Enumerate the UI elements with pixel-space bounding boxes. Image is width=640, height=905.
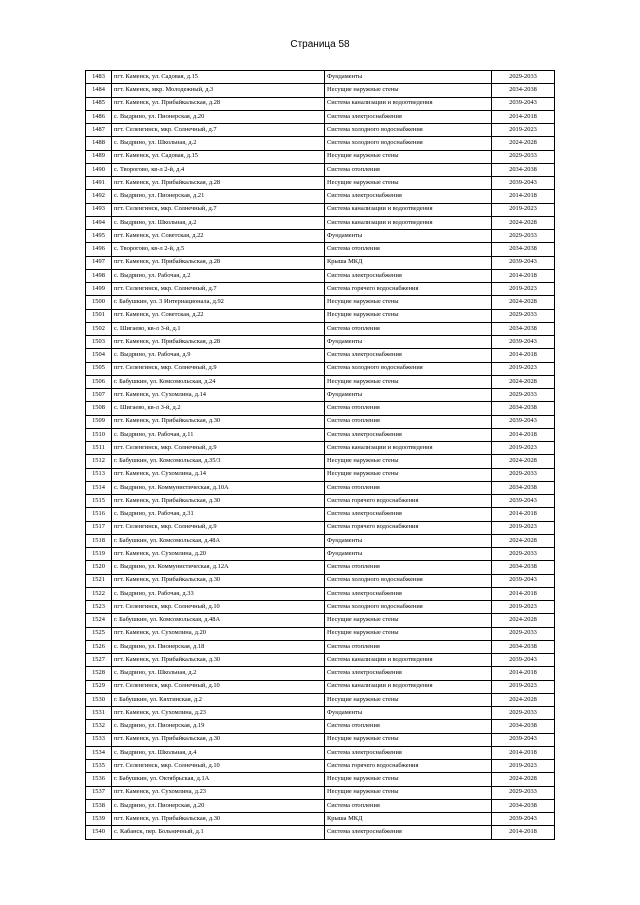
address-cell: пгт. Каменск, ул. Садовая, д.15 bbox=[112, 150, 325, 163]
period-cell: 2019-2023 bbox=[492, 601, 555, 614]
work-type-cell: Система электроснабжения bbox=[325, 349, 492, 362]
table-row bbox=[86, 826, 555, 839]
work-type-cell: Система отопления bbox=[325, 402, 492, 415]
row-number-cell: 1514 bbox=[86, 481, 112, 494]
row-number-cell: 1493 bbox=[86, 203, 112, 216]
table-row bbox=[86, 481, 555, 494]
row-number-cell: 1536 bbox=[86, 773, 112, 786]
row-number-cell: 1516 bbox=[86, 508, 112, 521]
table-row bbox=[86, 243, 555, 256]
address-cell: пгт. Селенгинск, мкр. Солнечный, д.7 bbox=[112, 203, 325, 216]
work-type-cell: Система электроснабжения bbox=[325, 746, 492, 759]
work-type-cell: Система электроснабжения bbox=[325, 667, 492, 680]
table-row bbox=[86, 124, 555, 137]
table-row bbox=[86, 614, 555, 627]
period-cell: 2029-2033 bbox=[492, 548, 555, 561]
period-cell: 2039-2043 bbox=[492, 813, 555, 826]
row-number-cell: 1491 bbox=[86, 177, 112, 190]
period-cell: 2014-2018 bbox=[492, 746, 555, 759]
row-number-cell: 1507 bbox=[86, 389, 112, 402]
address-cell: пгт. Каменск, ул. Прибайкальская, д.30 bbox=[112, 654, 325, 667]
row-number-cell: 1530 bbox=[86, 693, 112, 706]
work-type-cell: Несущие наружные стены bbox=[325, 296, 492, 309]
row-number-cell: 1532 bbox=[86, 720, 112, 733]
address-cell: пгт. Селенгинск, мкр. Солнечный, д.10 bbox=[112, 601, 325, 614]
period-cell: 2014-2018 bbox=[492, 826, 555, 839]
table-row bbox=[86, 773, 555, 786]
table-row bbox=[86, 349, 555, 362]
address-cell: с. Творогово, кв-л 2-й, д.5 bbox=[112, 243, 325, 256]
row-number-cell: 1512 bbox=[86, 455, 112, 468]
work-type-cell: Система канализации и водоотведения bbox=[325, 680, 492, 693]
work-type-cell: Система канализации и водоотведения bbox=[325, 654, 492, 667]
period-cell: 2029-2033 bbox=[492, 468, 555, 481]
address-cell: с. Выдрино, ул. Рабочая, д.9 bbox=[112, 349, 325, 362]
table-row bbox=[86, 667, 555, 680]
period-cell: 2039-2043 bbox=[492, 574, 555, 587]
address-cell: с. Кабанск, пер. Больничный, д.1 bbox=[112, 826, 325, 839]
address-cell: с. Шигаево, кв-л 3-й, д.1 bbox=[112, 322, 325, 335]
period-cell: 2034-2038 bbox=[492, 84, 555, 97]
registry-table bbox=[85, 70, 555, 840]
address-cell: г. Бабушкин, ул. Комсомольская, д.35/3 bbox=[112, 455, 325, 468]
table-row bbox=[86, 495, 555, 508]
row-number-cell: 1508 bbox=[86, 402, 112, 415]
period-cell: 2019-2023 bbox=[492, 680, 555, 693]
row-number-cell: 1539 bbox=[86, 813, 112, 826]
period-cell: 2014-2018 bbox=[492, 269, 555, 282]
row-number-cell: 1522 bbox=[86, 587, 112, 600]
period-cell: 2019-2023 bbox=[492, 760, 555, 773]
table-row bbox=[86, 216, 555, 229]
period-cell: 2034-2038 bbox=[492, 481, 555, 494]
address-cell: пгт. Каменск, ул. Прибайкальская, д.30 bbox=[112, 415, 325, 428]
row-number-cell: 1513 bbox=[86, 468, 112, 481]
work-type-cell: Система канализации и водоотведения bbox=[325, 97, 492, 110]
address-cell: с. Выдрино, ул. Рабочая, д.31 bbox=[112, 508, 325, 521]
address-cell: с. Выдрино, ул. Коммунистическая, д.12А bbox=[112, 561, 325, 574]
work-type-cell: Фундаменты bbox=[325, 230, 492, 243]
work-type-cell: Система отопления bbox=[325, 481, 492, 494]
period-cell: 2019-2023 bbox=[492, 203, 555, 216]
period-cell: 2034-2038 bbox=[492, 640, 555, 653]
table-row bbox=[86, 322, 555, 335]
address-cell: с. Выдрино, ул. Рабочая, д.11 bbox=[112, 428, 325, 441]
address-cell: пгт. Каменск, ул. Сухомлина, д.14 bbox=[112, 468, 325, 481]
address-cell: пгт. Селенгинск, мкр. Солнечный, д.7 bbox=[112, 283, 325, 296]
table-row bbox=[86, 415, 555, 428]
period-cell: 2029-2033 bbox=[492, 71, 555, 84]
row-number-cell: 1521 bbox=[86, 574, 112, 587]
period-cell: 2024-2028 bbox=[492, 137, 555, 150]
row-number-cell: 1510 bbox=[86, 428, 112, 441]
work-type-cell: Крыша МКД bbox=[325, 813, 492, 826]
address-cell: пгт. Каменск, ул. Прибайкальская, д.28 bbox=[112, 177, 325, 190]
address-cell: г. Бабушкин, ул. 3 Интернационала, д.92 bbox=[112, 296, 325, 309]
table-row bbox=[86, 601, 555, 614]
period-cell: 2014-2018 bbox=[492, 587, 555, 600]
period-cell: 2029-2033 bbox=[492, 389, 555, 402]
table-row bbox=[86, 428, 555, 441]
table-row bbox=[86, 84, 555, 97]
period-cell: 2014-2018 bbox=[492, 667, 555, 680]
address-cell: пгт. Каменск, ул. Прибайкальская, д.30 bbox=[112, 813, 325, 826]
row-number-cell: 1505 bbox=[86, 362, 112, 375]
work-type-cell: Система холодного водоснабжения bbox=[325, 124, 492, 137]
address-cell: с. Выдрино, ул. Пионерская, д.20 bbox=[112, 799, 325, 812]
row-number-cell: 1511 bbox=[86, 442, 112, 455]
work-type-cell: Несущие наружные стены bbox=[325, 177, 492, 190]
address-cell: с. Выдрино, ул. Школьная, д.2 bbox=[112, 667, 325, 680]
address-cell: пгт. Селенгинск, мкр. Солнечный, д.9 bbox=[112, 362, 325, 375]
period-cell: 2019-2023 bbox=[492, 442, 555, 455]
period-cell: 2029-2033 bbox=[492, 707, 555, 720]
period-cell: 2014-2018 bbox=[492, 190, 555, 203]
table-row bbox=[86, 71, 555, 84]
address-cell: с. Выдрино, ул. Рабочая, д.33 bbox=[112, 587, 325, 600]
address-cell: пгт. Каменск, ул. Садовая, д.15 bbox=[112, 71, 325, 84]
row-number-cell: 1509 bbox=[86, 415, 112, 428]
address-cell: г. Бабушкин, ул. Комсомольская, д.24 bbox=[112, 375, 325, 388]
row-number-cell: 1517 bbox=[86, 521, 112, 534]
work-type-cell: Фундаменты bbox=[325, 389, 492, 402]
table-row bbox=[86, 746, 555, 759]
row-number-cell: 1518 bbox=[86, 534, 112, 547]
table-row bbox=[86, 110, 555, 123]
table-row bbox=[86, 654, 555, 667]
table-row bbox=[86, 574, 555, 587]
work-type-cell: Система отопления bbox=[325, 799, 492, 812]
row-number-cell: 1520 bbox=[86, 561, 112, 574]
period-cell: 2014-2018 bbox=[492, 349, 555, 362]
table-row bbox=[86, 150, 555, 163]
work-type-cell: Несущие наружные стены bbox=[325, 375, 492, 388]
address-cell: пгт. Селенгинск, мкр. Солнечный, д.9 bbox=[112, 521, 325, 534]
period-cell: 2024-2028 bbox=[492, 455, 555, 468]
row-number-cell: 1534 bbox=[86, 746, 112, 759]
work-type-cell: Система горячего водоснабжения bbox=[325, 495, 492, 508]
work-type-cell: Несущие наружные стены bbox=[325, 786, 492, 799]
address-cell: пгт. Селенгинск, мкр. Солнечный, д.7 bbox=[112, 124, 325, 137]
work-type-cell: Фундаменты bbox=[325, 336, 492, 349]
period-cell: 2014-2018 bbox=[492, 428, 555, 441]
work-type-cell: Система холодного водоснабжения bbox=[325, 137, 492, 150]
table-row bbox=[86, 203, 555, 216]
address-cell: пгт. Каменск, ул. Прибайкальская, д.30 bbox=[112, 733, 325, 746]
address-cell: с. Выдрино, ул. Пионерская, д.19 bbox=[112, 720, 325, 733]
row-number-cell: 1503 bbox=[86, 336, 112, 349]
table-row bbox=[86, 97, 555, 110]
row-number-cell: 1506 bbox=[86, 375, 112, 388]
period-cell: 2039-2043 bbox=[492, 97, 555, 110]
address-cell: г. Бабушкин, ул. Октябрьская, д.1А bbox=[112, 773, 325, 786]
period-cell: 2034-2038 bbox=[492, 402, 555, 415]
table-row bbox=[86, 561, 555, 574]
work-type-cell: Несущие наружные стены bbox=[325, 627, 492, 640]
table-row bbox=[86, 548, 555, 561]
address-cell: пгт. Селенгинск, мкр. Солнечный, д.10 bbox=[112, 760, 325, 773]
page-title: Страница 58 bbox=[290, 39, 350, 50]
address-cell: пгт. Каменск, ул. Прибайкальская, д.30 bbox=[112, 574, 325, 587]
row-number-cell: 1515 bbox=[86, 495, 112, 508]
row-number-cell: 1499 bbox=[86, 283, 112, 296]
table-row bbox=[86, 402, 555, 415]
address-cell: пгт. Каменск, ул. Прибайкальская, д.28 bbox=[112, 336, 325, 349]
period-cell: 2019-2023 bbox=[492, 362, 555, 375]
table-row bbox=[86, 296, 555, 309]
work-type-cell: Крыша МКД bbox=[325, 256, 492, 269]
row-number-cell: 1495 bbox=[86, 230, 112, 243]
row-number-cell: 1494 bbox=[86, 216, 112, 229]
work-type-cell: Несущие наружные стены bbox=[325, 733, 492, 746]
period-cell: 2019-2023 bbox=[492, 124, 555, 137]
period-cell: 2034-2038 bbox=[492, 322, 555, 335]
work-type-cell: Система отопления bbox=[325, 720, 492, 733]
period-cell: 2034-2038 bbox=[492, 799, 555, 812]
work-type-cell: Система холодного водоснабжения bbox=[325, 574, 492, 587]
period-cell: 2024-2028 bbox=[492, 534, 555, 547]
address-cell: пгт. Каменск, ул. Советская, д.22 bbox=[112, 230, 325, 243]
work-type-cell: Система холодного водоснабжения bbox=[325, 601, 492, 614]
row-number-cell: 1519 bbox=[86, 548, 112, 561]
work-type-cell: Несущие наружные стены bbox=[325, 455, 492, 468]
period-cell: 2039-2043 bbox=[492, 177, 555, 190]
address-cell: с. Выдрино, ул. Пионерская, д.20 bbox=[112, 110, 325, 123]
work-type-cell: Несущие наружные стены bbox=[325, 309, 492, 322]
table-row bbox=[86, 760, 555, 773]
work-type-cell: Фундаменты bbox=[325, 534, 492, 547]
period-cell: 2024-2028 bbox=[492, 216, 555, 229]
row-number-cell: 1523 bbox=[86, 601, 112, 614]
row-number-cell: 1484 bbox=[86, 84, 112, 97]
work-type-cell: Несущие наружные стены bbox=[325, 693, 492, 706]
work-type-cell: Система электроснабжения bbox=[325, 587, 492, 600]
work-type-cell: Система горячего водоснабжения bbox=[325, 283, 492, 296]
period-cell: 2034-2038 bbox=[492, 163, 555, 176]
table-row bbox=[86, 534, 555, 547]
row-number-cell: 1538 bbox=[86, 799, 112, 812]
work-type-cell: Несущие наружные стены bbox=[325, 150, 492, 163]
period-cell: 2014-2018 bbox=[492, 110, 555, 123]
address-cell: пгт. Селенгинск, мкр. Солнечный, д.10 bbox=[112, 680, 325, 693]
period-cell: 2024-2028 bbox=[492, 375, 555, 388]
period-cell: 2039-2043 bbox=[492, 495, 555, 508]
period-cell: 2024-2028 bbox=[492, 693, 555, 706]
table-row bbox=[86, 707, 555, 720]
table-row bbox=[86, 720, 555, 733]
work-type-cell: Система холодного водоснабжения bbox=[325, 362, 492, 375]
table-row bbox=[86, 455, 555, 468]
work-type-cell: Система электроснабжения bbox=[325, 110, 492, 123]
address-cell: с. Выдрино, ул. Коммунистическая, д.10А bbox=[112, 481, 325, 494]
table-row bbox=[86, 521, 555, 534]
address-cell: пгт. Каменск, ул. Советская, д.22 bbox=[112, 309, 325, 322]
period-cell: 2039-2043 bbox=[492, 654, 555, 667]
table-row bbox=[86, 309, 555, 322]
row-number-cell: 1526 bbox=[86, 640, 112, 653]
address-cell: г. Бабушкин, ул. Кяхтинская, д.2 bbox=[112, 693, 325, 706]
work-type-cell: Система отопления bbox=[325, 640, 492, 653]
address-cell: пгт. Каменск, ул. Прибайкальская, д.30 bbox=[112, 495, 325, 508]
period-cell: 2034-2038 bbox=[492, 720, 555, 733]
period-cell: 2039-2043 bbox=[492, 336, 555, 349]
row-number-cell: 1485 bbox=[86, 97, 112, 110]
row-number-cell: 1504 bbox=[86, 349, 112, 362]
address-cell: пгт. Каменск, ул. Прибайкальская, д.28 bbox=[112, 256, 325, 269]
row-number-cell: 1531 bbox=[86, 707, 112, 720]
work-type-cell: Несущие наружные стены bbox=[325, 773, 492, 786]
period-cell: 2024-2028 bbox=[492, 614, 555, 627]
table-row bbox=[86, 508, 555, 521]
work-type-cell: Система электроснабжения bbox=[325, 508, 492, 521]
period-cell: 2029-2033 bbox=[492, 150, 555, 163]
table-row bbox=[86, 256, 555, 269]
row-number-cell: 1488 bbox=[86, 137, 112, 150]
row-number-cell: 1487 bbox=[86, 124, 112, 137]
period-cell: 2034-2038 bbox=[492, 561, 555, 574]
address-cell: с. Выдрино, ул. Школьная, д.2 bbox=[112, 137, 325, 150]
address-cell: пгт. Селенгинск, мкр. Солнечный, д.9 bbox=[112, 442, 325, 455]
table-row bbox=[86, 799, 555, 812]
row-number-cell: 1535 bbox=[86, 760, 112, 773]
work-type-cell: Несущие наружные стены bbox=[325, 614, 492, 627]
period-cell: 2019-2023 bbox=[492, 283, 555, 296]
work-type-cell: Система отопления bbox=[325, 322, 492, 335]
table-row bbox=[86, 680, 555, 693]
row-number-cell: 1537 bbox=[86, 786, 112, 799]
row-number-cell: 1492 bbox=[86, 190, 112, 203]
row-number-cell: 1533 bbox=[86, 733, 112, 746]
table-row bbox=[86, 137, 555, 150]
table-row bbox=[86, 177, 555, 190]
table-row bbox=[86, 230, 555, 243]
row-number-cell: 1524 bbox=[86, 614, 112, 627]
row-number-cell: 1502 bbox=[86, 322, 112, 335]
address-cell: с. Выдрино, ул. Рабочая, д.2 bbox=[112, 269, 325, 282]
table-row bbox=[86, 163, 555, 176]
row-number-cell: 1500 bbox=[86, 296, 112, 309]
table-row bbox=[86, 786, 555, 799]
work-type-cell: Система канализации и водоотведения bbox=[325, 203, 492, 216]
row-number-cell: 1525 bbox=[86, 627, 112, 640]
registry-table-body bbox=[86, 71, 555, 840]
address-cell: с. Выдрино, ул. Школьная, д.4 bbox=[112, 746, 325, 759]
row-number-cell: 1486 bbox=[86, 110, 112, 123]
row-number-cell: 1490 bbox=[86, 163, 112, 176]
table-row bbox=[86, 190, 555, 203]
period-cell: 2029-2033 bbox=[492, 627, 555, 640]
table-row bbox=[86, 640, 555, 653]
address-cell: с. Выдрино, ул. Школьная, д.2 bbox=[112, 216, 325, 229]
row-number-cell: 1529 bbox=[86, 680, 112, 693]
work-type-cell: Несущие наружные стены bbox=[325, 84, 492, 97]
row-number-cell: 1501 bbox=[86, 309, 112, 322]
address-cell: с. Шигаево, кв-л 3-й, д.2 bbox=[112, 402, 325, 415]
period-cell: 2024-2028 bbox=[492, 296, 555, 309]
address-cell: пгт. Каменск, ул. Сухомлина, д.20 bbox=[112, 627, 325, 640]
row-number-cell: 1496 bbox=[86, 243, 112, 256]
table-row bbox=[86, 813, 555, 826]
period-cell: 2039-2043 bbox=[492, 733, 555, 746]
table-row bbox=[86, 587, 555, 600]
table-row bbox=[86, 269, 555, 282]
address-cell: пгт. Каменск, ул. Сухомлина, д.23 bbox=[112, 786, 325, 799]
work-type-cell: Система отопления bbox=[325, 561, 492, 574]
work-type-cell: Система электроснабжения bbox=[325, 428, 492, 441]
work-type-cell: Система канализации и водоотведения bbox=[325, 442, 492, 455]
period-cell: 2014-2018 bbox=[492, 508, 555, 521]
work-type-cell: Система горячего водоснабжения bbox=[325, 521, 492, 534]
period-cell: 2024-2028 bbox=[492, 773, 555, 786]
period-cell: 2029-2033 bbox=[492, 786, 555, 799]
work-type-cell: Несущие наружные стены bbox=[325, 468, 492, 481]
table-row bbox=[86, 336, 555, 349]
table-row bbox=[86, 468, 555, 481]
address-cell: пгт. Каменск, ул. Сухомлина, д.14 bbox=[112, 389, 325, 402]
period-cell: 2039-2043 bbox=[492, 415, 555, 428]
row-number-cell: 1489 bbox=[86, 150, 112, 163]
work-type-cell: Система отопления bbox=[325, 415, 492, 428]
period-cell: 2034-2038 bbox=[492, 243, 555, 256]
period-cell: 2039-2043 bbox=[492, 256, 555, 269]
period-cell: 2029-2033 bbox=[492, 230, 555, 243]
table-row bbox=[86, 389, 555, 402]
row-number-cell: 1527 bbox=[86, 654, 112, 667]
address-cell: пгт. Каменск, мкр. Молодежный, д.3 bbox=[112, 84, 325, 97]
address-cell: с. Творогово, кв-л 2-й, д.4 bbox=[112, 163, 325, 176]
work-type-cell: Система горячего водоснабжения bbox=[325, 760, 492, 773]
address-cell: пгт. Каменск, ул. Сухомлина, д.23 bbox=[112, 707, 325, 720]
address-cell: пгт. Каменск, ул. Сухомлина, д.20 bbox=[112, 548, 325, 561]
table-row bbox=[86, 733, 555, 746]
row-number-cell: 1528 bbox=[86, 667, 112, 680]
address-cell: г. Бабушкин, ул. Комсомольская, д.48А bbox=[112, 614, 325, 627]
row-number-cell: 1497 bbox=[86, 256, 112, 269]
work-type-cell: Система электроснабжения bbox=[325, 190, 492, 203]
work-type-cell: Система электроснабжения bbox=[325, 826, 492, 839]
work-type-cell: Система отопления bbox=[325, 163, 492, 176]
period-cell: 2019-2023 bbox=[492, 521, 555, 534]
address-cell: с. Выдрино, ул. Пионерская, д.18 bbox=[112, 640, 325, 653]
work-type-cell: Фундаменты bbox=[325, 71, 492, 84]
table-row bbox=[86, 362, 555, 375]
row-number-cell: 1540 bbox=[86, 826, 112, 839]
table-row bbox=[86, 693, 555, 706]
address-cell: пгт. Каменск, ул. Прибайкальская, д.28 bbox=[112, 97, 325, 110]
work-type-cell: Фундаменты bbox=[325, 548, 492, 561]
address-cell: с. Выдрино, ул. Пионерская, д.21 bbox=[112, 190, 325, 203]
period-cell: 2029-2033 bbox=[492, 309, 555, 322]
work-type-cell: Система канализации и водоотведения bbox=[325, 216, 492, 229]
table-row bbox=[86, 375, 555, 388]
table-row bbox=[86, 627, 555, 640]
address-cell: г. Бабушкин, ул. Комсомольская, д.48А bbox=[112, 534, 325, 547]
row-number-cell: 1483 bbox=[86, 71, 112, 84]
table-row bbox=[86, 283, 555, 296]
table-row bbox=[86, 442, 555, 455]
work-type-cell: Фундаменты bbox=[325, 707, 492, 720]
work-type-cell: Система электроснабжения bbox=[325, 269, 492, 282]
work-type-cell: Система отопления bbox=[325, 243, 492, 256]
row-number-cell: 1498 bbox=[86, 269, 112, 282]
